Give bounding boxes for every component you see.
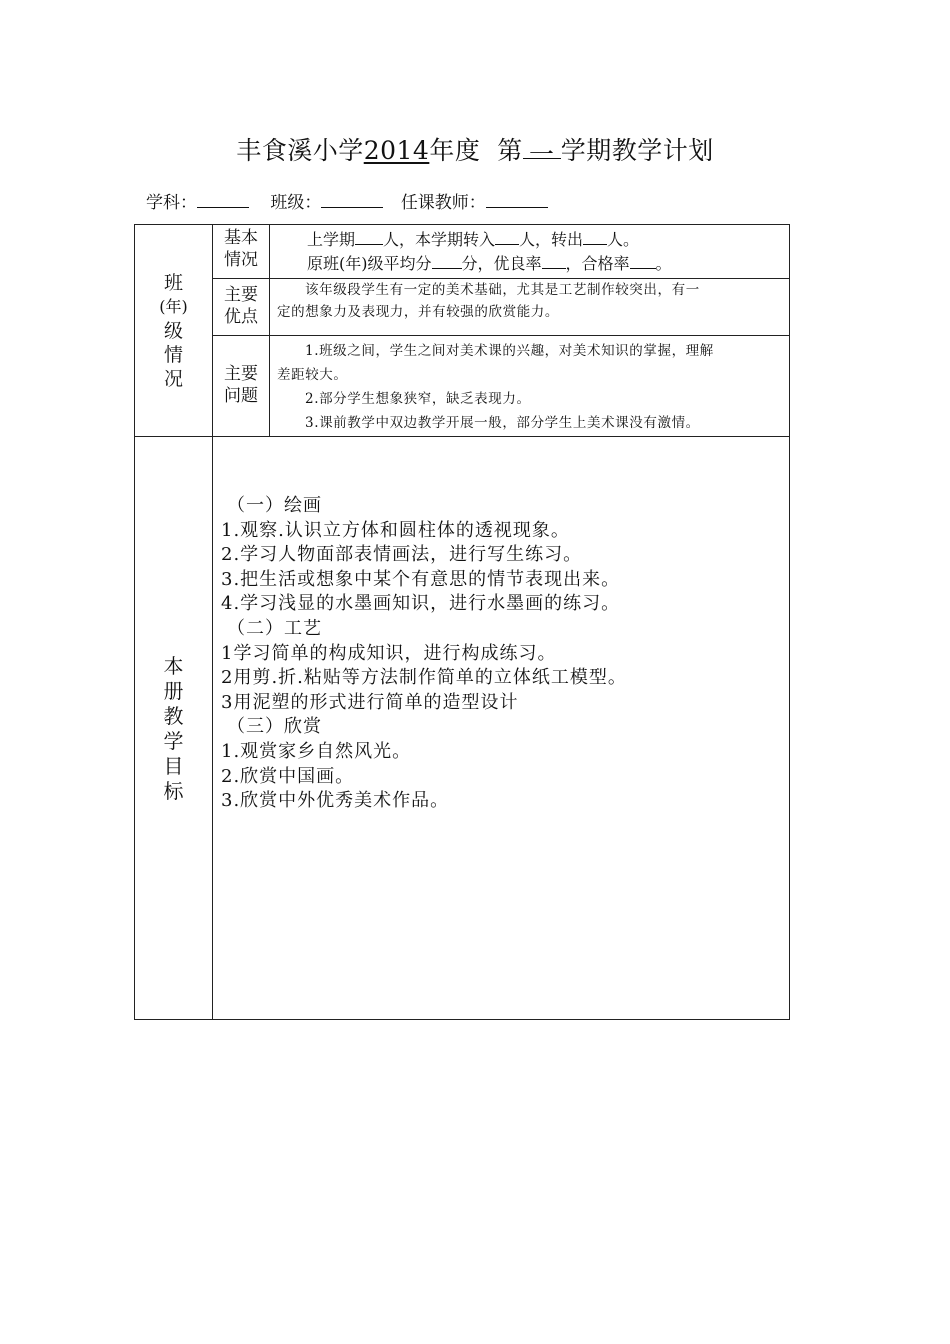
header-char: 本 <box>163 654 184 678</box>
strengths-label <box>213 284 269 328</box>
basic-text: 。 <box>655 254 672 273</box>
goals-item: 3.把生活或想象中某个有意思的情节表现出来。 <box>221 568 621 590</box>
goals-content <box>221 494 786 814</box>
divider-row-strengths <box>213 335 790 336</box>
class-blank <box>321 191 383 208</box>
header-char: 册 <box>163 679 184 703</box>
teacher-label: 任课教师： <box>400 193 486 213</box>
goals-item: 3.欣赏中外优秀美术作品。 <box>221 790 450 812</box>
basic-text: 上学期 <box>307 230 356 249</box>
strengths-line: 该年级段学生有一定的美术基础，尤其是工艺制作较突出，有一 <box>305 282 700 298</box>
header-char: (年) <box>159 296 188 316</box>
divider-row-section <box>135 436 790 437</box>
header-char: 学 <box>163 729 184 753</box>
basic-text: ，合格率 <box>565 254 630 273</box>
teacher-blank <box>486 191 548 208</box>
problems-line: 2.部分学生想象狭窄，缺乏表现力。 <box>305 391 531 407</box>
blank-transfer-in <box>495 228 519 245</box>
header-char: 况 <box>163 367 183 390</box>
goals-item: 2.学习人物面部表情画法，进行写生练习。 <box>221 544 583 566</box>
class-section-header <box>135 225 212 436</box>
subject-label: 学科： <box>146 193 197 213</box>
blank-excellent-rate <box>542 252 566 269</box>
page-title <box>0 131 950 167</box>
subject-blank <box>197 191 249 208</box>
basic-text: 人，本学期转入 <box>383 230 496 249</box>
header-char: 目 <box>163 754 184 778</box>
goals-heading: （一）绘画 <box>227 495 322 516</box>
school-name: 丰食溪小学 <box>236 136 364 165</box>
blank-transfer-out <box>583 228 607 245</box>
problems-text <box>277 339 789 435</box>
label-line: 主要 <box>224 364 258 384</box>
goals-heading: （二）工艺 <box>227 617 322 639</box>
goals-item: 3用泥塑的形式进行简单的造型设计 <box>221 691 519 713</box>
strengths-line: 定的想象力及表现力，并有较强的欣赏能力。 <box>277 304 559 320</box>
term-value: 一 <box>529 140 555 169</box>
goals-item: 4.学习浅显的水墨画知识，进行水墨画的练习。 <box>221 593 621 615</box>
goals-item: 2.欣赏中国画。 <box>221 765 355 787</box>
basic-line-2 <box>307 252 787 276</box>
basic-info-text <box>307 228 787 276</box>
problems-line: 1.班级之间，学生之间对美术课的兴趣，对美术知识的掌握，理解 <box>305 343 714 359</box>
blank-average <box>432 252 462 269</box>
goals-item: 1.观察.认识立方体和圆柱体的透视现象。 <box>221 519 570 541</box>
basic-info-label <box>213 227 269 271</box>
year-suffix: 年度 <box>429 136 481 165</box>
term-prefix: 第 <box>497 136 523 165</box>
blank-last-term-count <box>355 228 383 245</box>
basic-text: 分，优良率 <box>461 254 542 273</box>
basic-text: 原班(年)级平均分 <box>307 254 432 273</box>
label-line: 情况 <box>224 250 258 270</box>
divider-col-1 <box>212 225 213 1020</box>
basic-text: 人，转出 <box>519 230 584 249</box>
term-blank <box>523 138 561 169</box>
blank-pass-rate <box>630 252 656 269</box>
label-line: 基本 <box>224 228 258 248</box>
problems-line: 3.课前教学中双边教学开展一般，部分学生上美术课没有激情。 <box>305 415 700 431</box>
header-char: 教 <box>163 704 184 728</box>
basic-text: 人。 <box>607 230 640 249</box>
plan-table <box>134 224 790 1020</box>
header-char: 班 <box>163 271 183 294</box>
label-line: 优点 <box>224 307 258 327</box>
meta-line <box>146 188 548 213</box>
label-line: 主要 <box>224 285 258 305</box>
basic-line-1 <box>307 228 787 252</box>
label-line: 问题 <box>224 386 258 406</box>
year-value: 2014 <box>363 136 430 165</box>
class-label: 班级： <box>270 193 322 213</box>
goals-item: 1.观赏家乡自然风光。 <box>221 740 412 762</box>
problems-label <box>213 363 269 407</box>
goals-item: 2用剪.折.粘贴等方法制作简单的立体纸工模型。 <box>221 667 627 689</box>
header-char: 情 <box>163 343 183 366</box>
strengths-text <box>277 279 789 323</box>
goals-item: 1学习简单的构成知识，进行构成练习。 <box>221 642 557 664</box>
header-char: 级 <box>163 319 183 342</box>
problems-line: 差距较大。 <box>277 367 348 383</box>
goals-heading: （三）欣赏 <box>227 716 322 738</box>
term-suffix: 学期教学计划 <box>560 136 714 165</box>
header-char: 标 <box>163 779 184 803</box>
divider-col-2 <box>269 225 270 437</box>
goals-section-header <box>135 437 212 1021</box>
